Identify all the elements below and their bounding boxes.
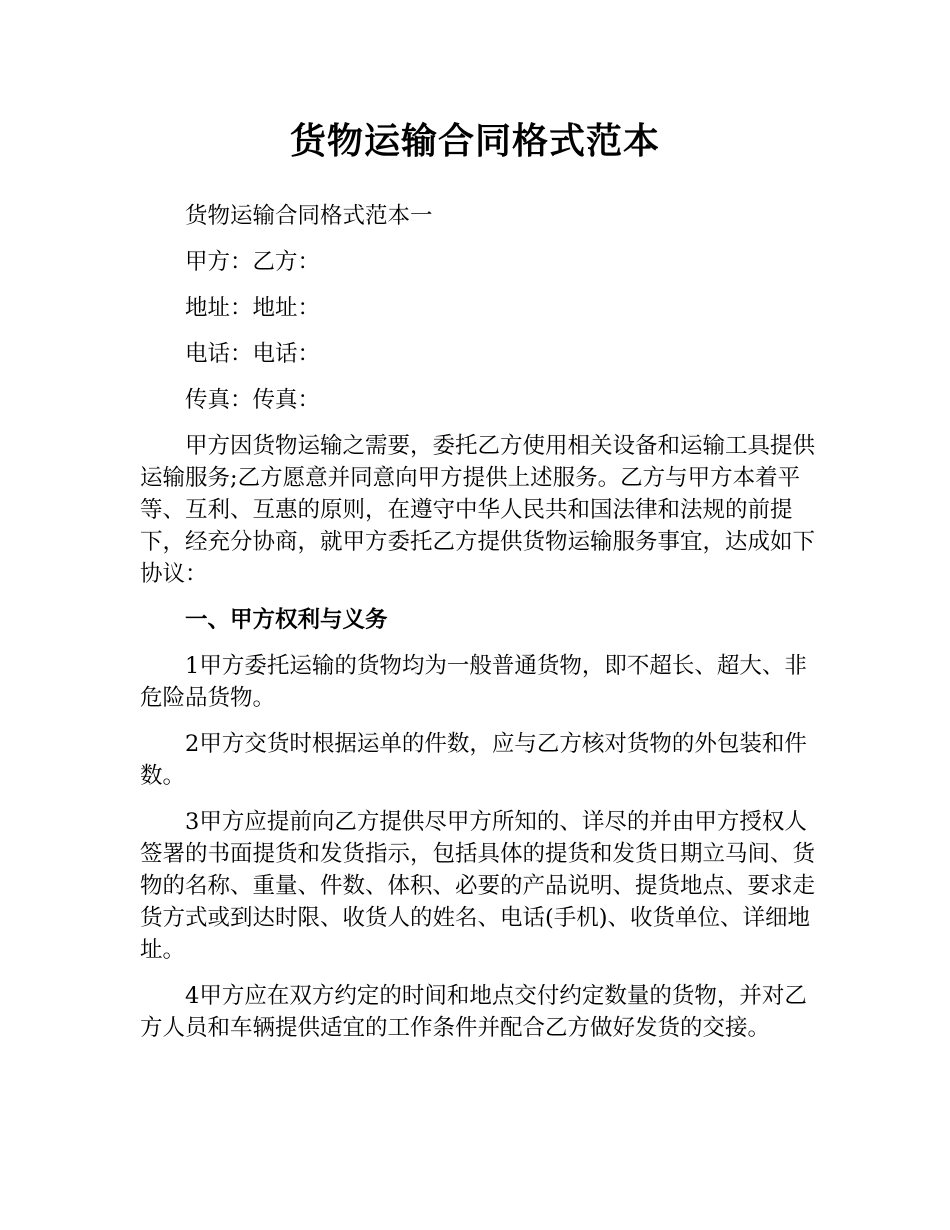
- clause-1: 1甲方委托运输的货物均为一般普通货物，即不超长、超大、非危险品货物。: [140, 653, 807, 711]
- party-line: 甲方：乙方：: [185, 249, 321, 275]
- fax-line: 传真：传真：: [185, 387, 321, 413]
- clause-4: 4甲方应在双方约定的时间和地点交付约定数量的货物，并对乙方人员和车辆提供适宜的工作条件并配合乙方做好发货的交接。: [140, 983, 807, 1041]
- document-body: [140, 200, 826, 1058]
- phone-line: 电话：电话：: [185, 341, 321, 367]
- document-subtitle: 货物运输合同格式范本一: [185, 203, 433, 229]
- intro-paragraph: 甲方因货物运输之需要，委托乙方使用相关设备和运输工具提供运输服务;乙方愿意并同意向甲方提供上述服务。乙方与甲方本着平等、互利、互惠的原则，在遵守中华人民共和国法律和法规的前提下，经充分协商，就甲方委托乙方提供货物运输服务事宜，达成如下协议：: [140, 433, 816, 587]
- document-title: 货物运输合同格式范本: [289, 121, 660, 162]
- section-heading: 一、甲方权利与义务: [185, 607, 388, 633]
- clause-3: 3甲方应提前向乙方提供尽甲方所知的、详尽的并由甲方授权人签署的书面提货和发货指示，包括具体的提货和发货日期立马间、货物的名称、重量、件数、体积、必要的产品说明、提货地点、要求走货方式或到达时限、收货人的姓名、电话(手机)、收货单位、详细地址。: [140, 809, 816, 963]
- clause-2: 2甲方交货时根据运单的件数，应与乙方核对货物的外包装和件数。: [140, 731, 807, 789]
- address-line: 地址：地址：: [185, 295, 321, 321]
